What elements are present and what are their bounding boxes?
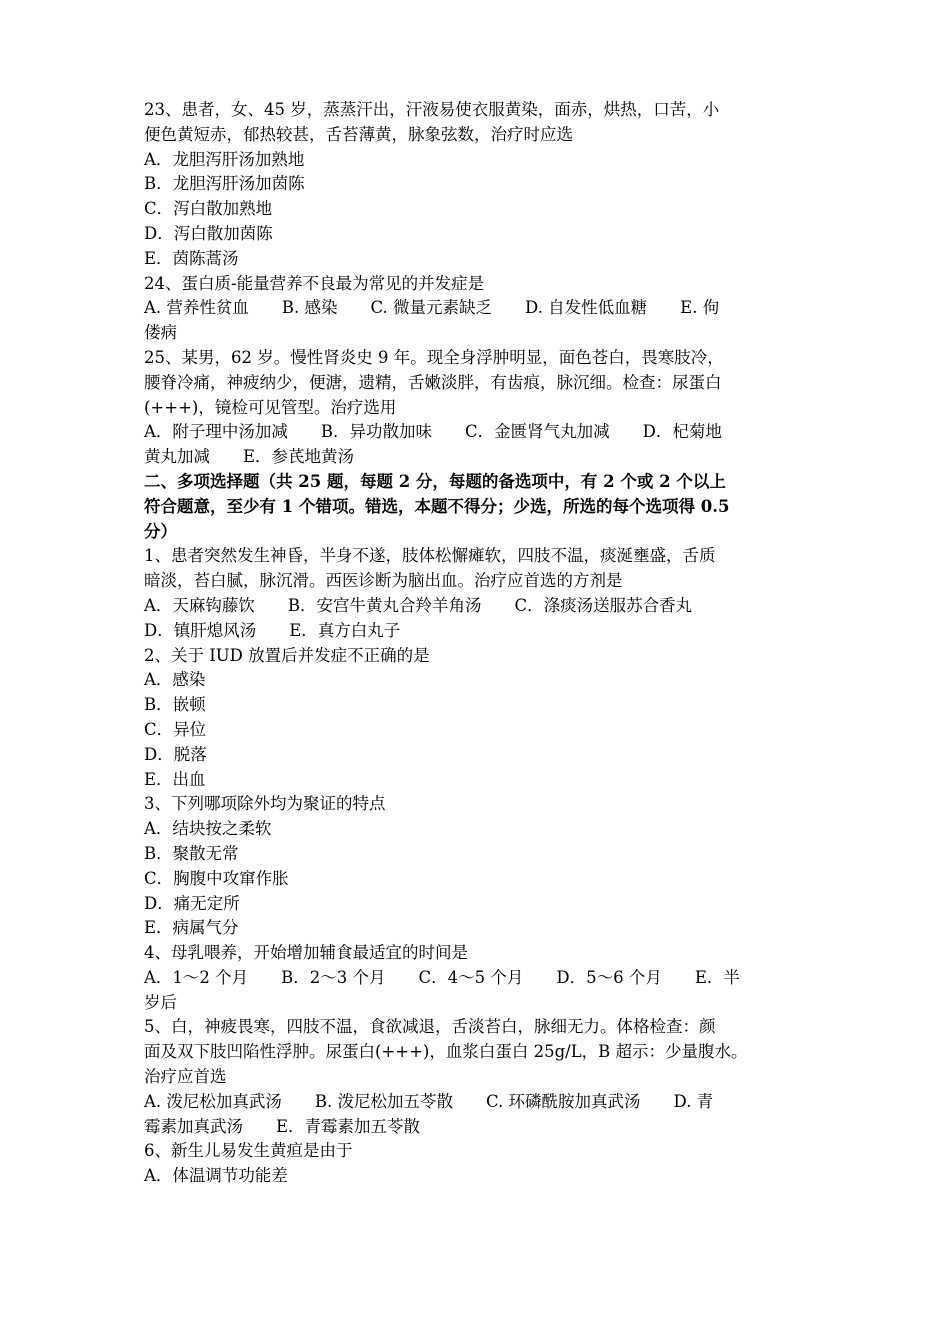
section-heading-line: 分） (144, 521, 177, 541)
text-line: A. 营养性贫血 B. 感染 C. 微量元素缺乏 D. 自发性低血糖 E. 佝 (144, 298, 720, 318)
text-line: A．附子理中汤加减 B．异功散加味 C．金匮肾气丸加减 D．杞菊地 (144, 422, 722, 442)
section-heading-line: 符合题意，至少有 1 个错项。错选，本题不得分；少选，所选的每个选项得 0.5 (144, 496, 730, 516)
text-line: B．龙胆泻肝汤加茵陈 (144, 174, 305, 194)
text-line: 6、新生儿易发生黄疸是由于 (144, 1141, 353, 1161)
text-line: 24、蛋白质-能量营养不良最为常见的并发症是 (144, 273, 485, 293)
text-line: 治疗应首选 (144, 1067, 227, 1087)
text-line: 23、患者，女、45 岁，蒸蒸汗出，汗液易使衣服黄染，面赤，烘热，口苦，小 (144, 100, 720, 119)
text-line: C．异位 (144, 719, 207, 739)
text-line: D．镇肝熄风汤 E．真方白丸子 (144, 620, 401, 640)
text-line: 3、下列哪项除外均为聚证的特点 (144, 794, 386, 814)
text-line: B．聚散无常 (144, 843, 239, 863)
text-line: 霉素加真武汤 E．青霉素加五苓散 (144, 1116, 421, 1136)
text-line: B．嵌顿 (144, 695, 206, 715)
document-page (144, 98, 812, 1189)
section-heading-line: 二、多项选择题（共 25 题，每题 2 分，每题的备选项中，有 2 个或 2 个以上 (144, 471, 726, 491)
text-line: 腰脊冷痛，神疲纳少，便溏，遗精，舌嫩淡胖，有齿痕，脉沉细。检查：尿蛋白 (144, 372, 722, 392)
text-line: D．脱落 (144, 744, 207, 764)
text-line: A．天麻钩藤饮 B．安宫牛黄丸合羚羊角汤 C．涤痰汤送服苏合香丸 (144, 595, 693, 615)
text-line: D．泻白散加茵陈 (144, 223, 273, 243)
text-line: 便色黄短赤，郁热较甚，舌苔薄黄，脉象弦数，治疗时应选 (144, 124, 573, 144)
text-line: 黄丸加减 E．参芪地黄汤 (144, 447, 355, 467)
text-line: A. 泼尼松加真武汤 B. 泼尼松加五苓散 C. 环磷酰胺加真武汤 D. 青 (144, 1091, 714, 1111)
text-line: A．1～2 个月 B．2～3 个月 C．4～5 个月 D．5～6 个月 E．半 (144, 967, 740, 987)
text-line: A．感染 (144, 670, 206, 690)
text-line: D．痛无定所 (144, 893, 240, 913)
text-line: 25、某男，62 岁。慢性肾炎史 9 年。现全身浮肿明显，面色苍白，畏寒肢冷， (144, 347, 724, 367)
text-line: 偻病 (144, 323, 177, 343)
text-line: 岁后 (144, 992, 177, 1012)
text-line: C．泻白散加熟地 (144, 199, 273, 219)
text-line: E．出血 (144, 769, 206, 789)
text-line: (+++)，镜检可见管型。治疗选用 (144, 397, 397, 417)
text-line: E．茵陈蒿汤 (144, 248, 239, 268)
text-line: A．体温调节功能差 (144, 1166, 288, 1186)
text-line: 5、白，神疲畏寒，四肢不温，食欲减退，舌淡苔白，脉细无力。体格检查：颜 (144, 1017, 716, 1037)
text-line: A．龙胆泻肝汤加熟地 (144, 149, 305, 169)
text-line: E．病属气分 (144, 918, 239, 938)
text-line: 4、母乳喂养，开始增加辅食最适宜的时间是 (144, 943, 468, 963)
text-line: 1、患者突然发生神昏，半身不遂，肢体松懈瘫软，四肢不温，痰涎壅盛，舌质 (144, 546, 716, 566)
text-line: 面及双下肢凹陷性浮肿。尿蛋白(+++)，血浆白蛋白 25g/L，B 超示：少量腹水。 (144, 1042, 748, 1062)
text-line: C．胸腹中攻窜作胀 (144, 868, 289, 888)
text-line: 暗淡，苔白腻，脉沉滑。西医诊断为脑出血。治疗应首选的方剂是 (144, 571, 623, 591)
text-line: 2、关于 IUD 放置后并发症不正确的是 (144, 645, 430, 665)
text-line: A．结块按之柔软 (144, 819, 272, 839)
